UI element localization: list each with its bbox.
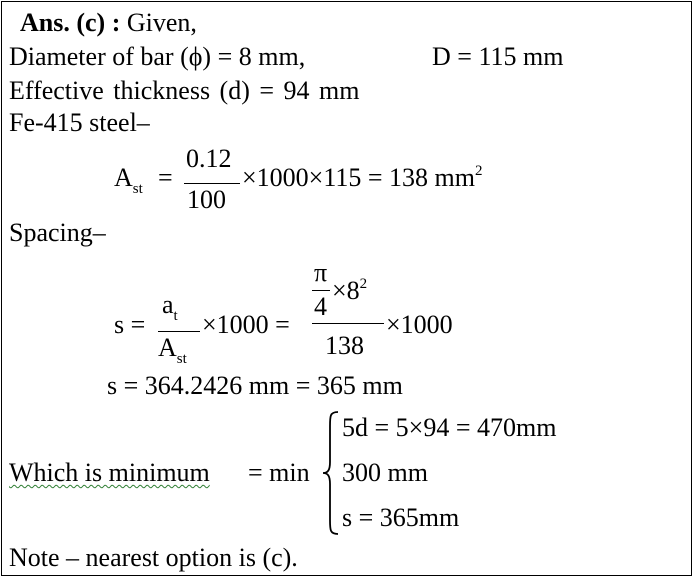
left-brace xyxy=(320,410,342,536)
spacing-heading: Spacing– xyxy=(9,218,106,247)
ast-fraction-bar xyxy=(184,183,240,184)
answer-line xyxy=(20,8,197,38)
s-frac1-numerator: $a_t$ xyxy=(162,290,178,324)
ast-denominator: 100 xyxy=(187,185,226,214)
times-eight: $\times 8^2$ xyxy=(332,276,368,305)
four-denominator: 4 xyxy=(314,292,327,321)
pi-over-4-bar xyxy=(312,290,330,291)
effective-thickness-line: Effective thickness (d) = 94 mm xyxy=(9,76,360,105)
ast-lhs: $A_{st}$ xyxy=(114,163,143,197)
min-option-3: s = 365mm xyxy=(342,503,460,532)
minimum-label xyxy=(9,458,210,488)
ast-equals: = xyxy=(158,163,173,192)
min-option-1: 5d = 5×94 = 470mm xyxy=(342,413,557,442)
s-frac2-bar xyxy=(312,323,384,324)
minimum-text: Which is minimum xyxy=(9,458,210,487)
s-mid: ×1000 = xyxy=(202,310,290,339)
steel-line: Fe-415 steel– xyxy=(9,108,150,137)
s-frac1-num-subscript: t xyxy=(173,308,178,324)
s-frac2-denominator: 138 xyxy=(325,331,364,360)
answer-label: Ans. (c) : xyxy=(20,8,121,37)
diameter-line: Diameter of bar (ϕ) = 8 mm, xyxy=(9,42,306,71)
eight-superscript: 2 xyxy=(359,276,368,292)
s-frac1-den-subscript: st xyxy=(176,351,187,367)
note-line: Note – nearest option is (c). xyxy=(9,543,298,572)
ast-numerator: 0.12 xyxy=(186,144,232,173)
ast-lhs-subscript: st xyxy=(132,181,143,197)
pi-symbol: π xyxy=(314,258,328,287)
min-function: = min xyxy=(248,458,310,487)
s-lhs: s = xyxy=(114,310,146,339)
given-text: Given, xyxy=(126,8,197,37)
s-result: s = 364.2426 mm = 365 mm xyxy=(107,371,403,400)
D-value: D = 115 mm xyxy=(432,42,564,71)
s-frac1-bar xyxy=(158,331,200,332)
ast-rest-superscript: 2 xyxy=(474,163,483,179)
s-frac1-denominator: $A_{st}$ xyxy=(158,333,187,367)
s-tail: ×1000 xyxy=(386,310,453,339)
min-option-2: 300 mm xyxy=(342,458,428,487)
ast-rest: ×1000×115 = 138 $mm^2$ xyxy=(242,163,483,192)
